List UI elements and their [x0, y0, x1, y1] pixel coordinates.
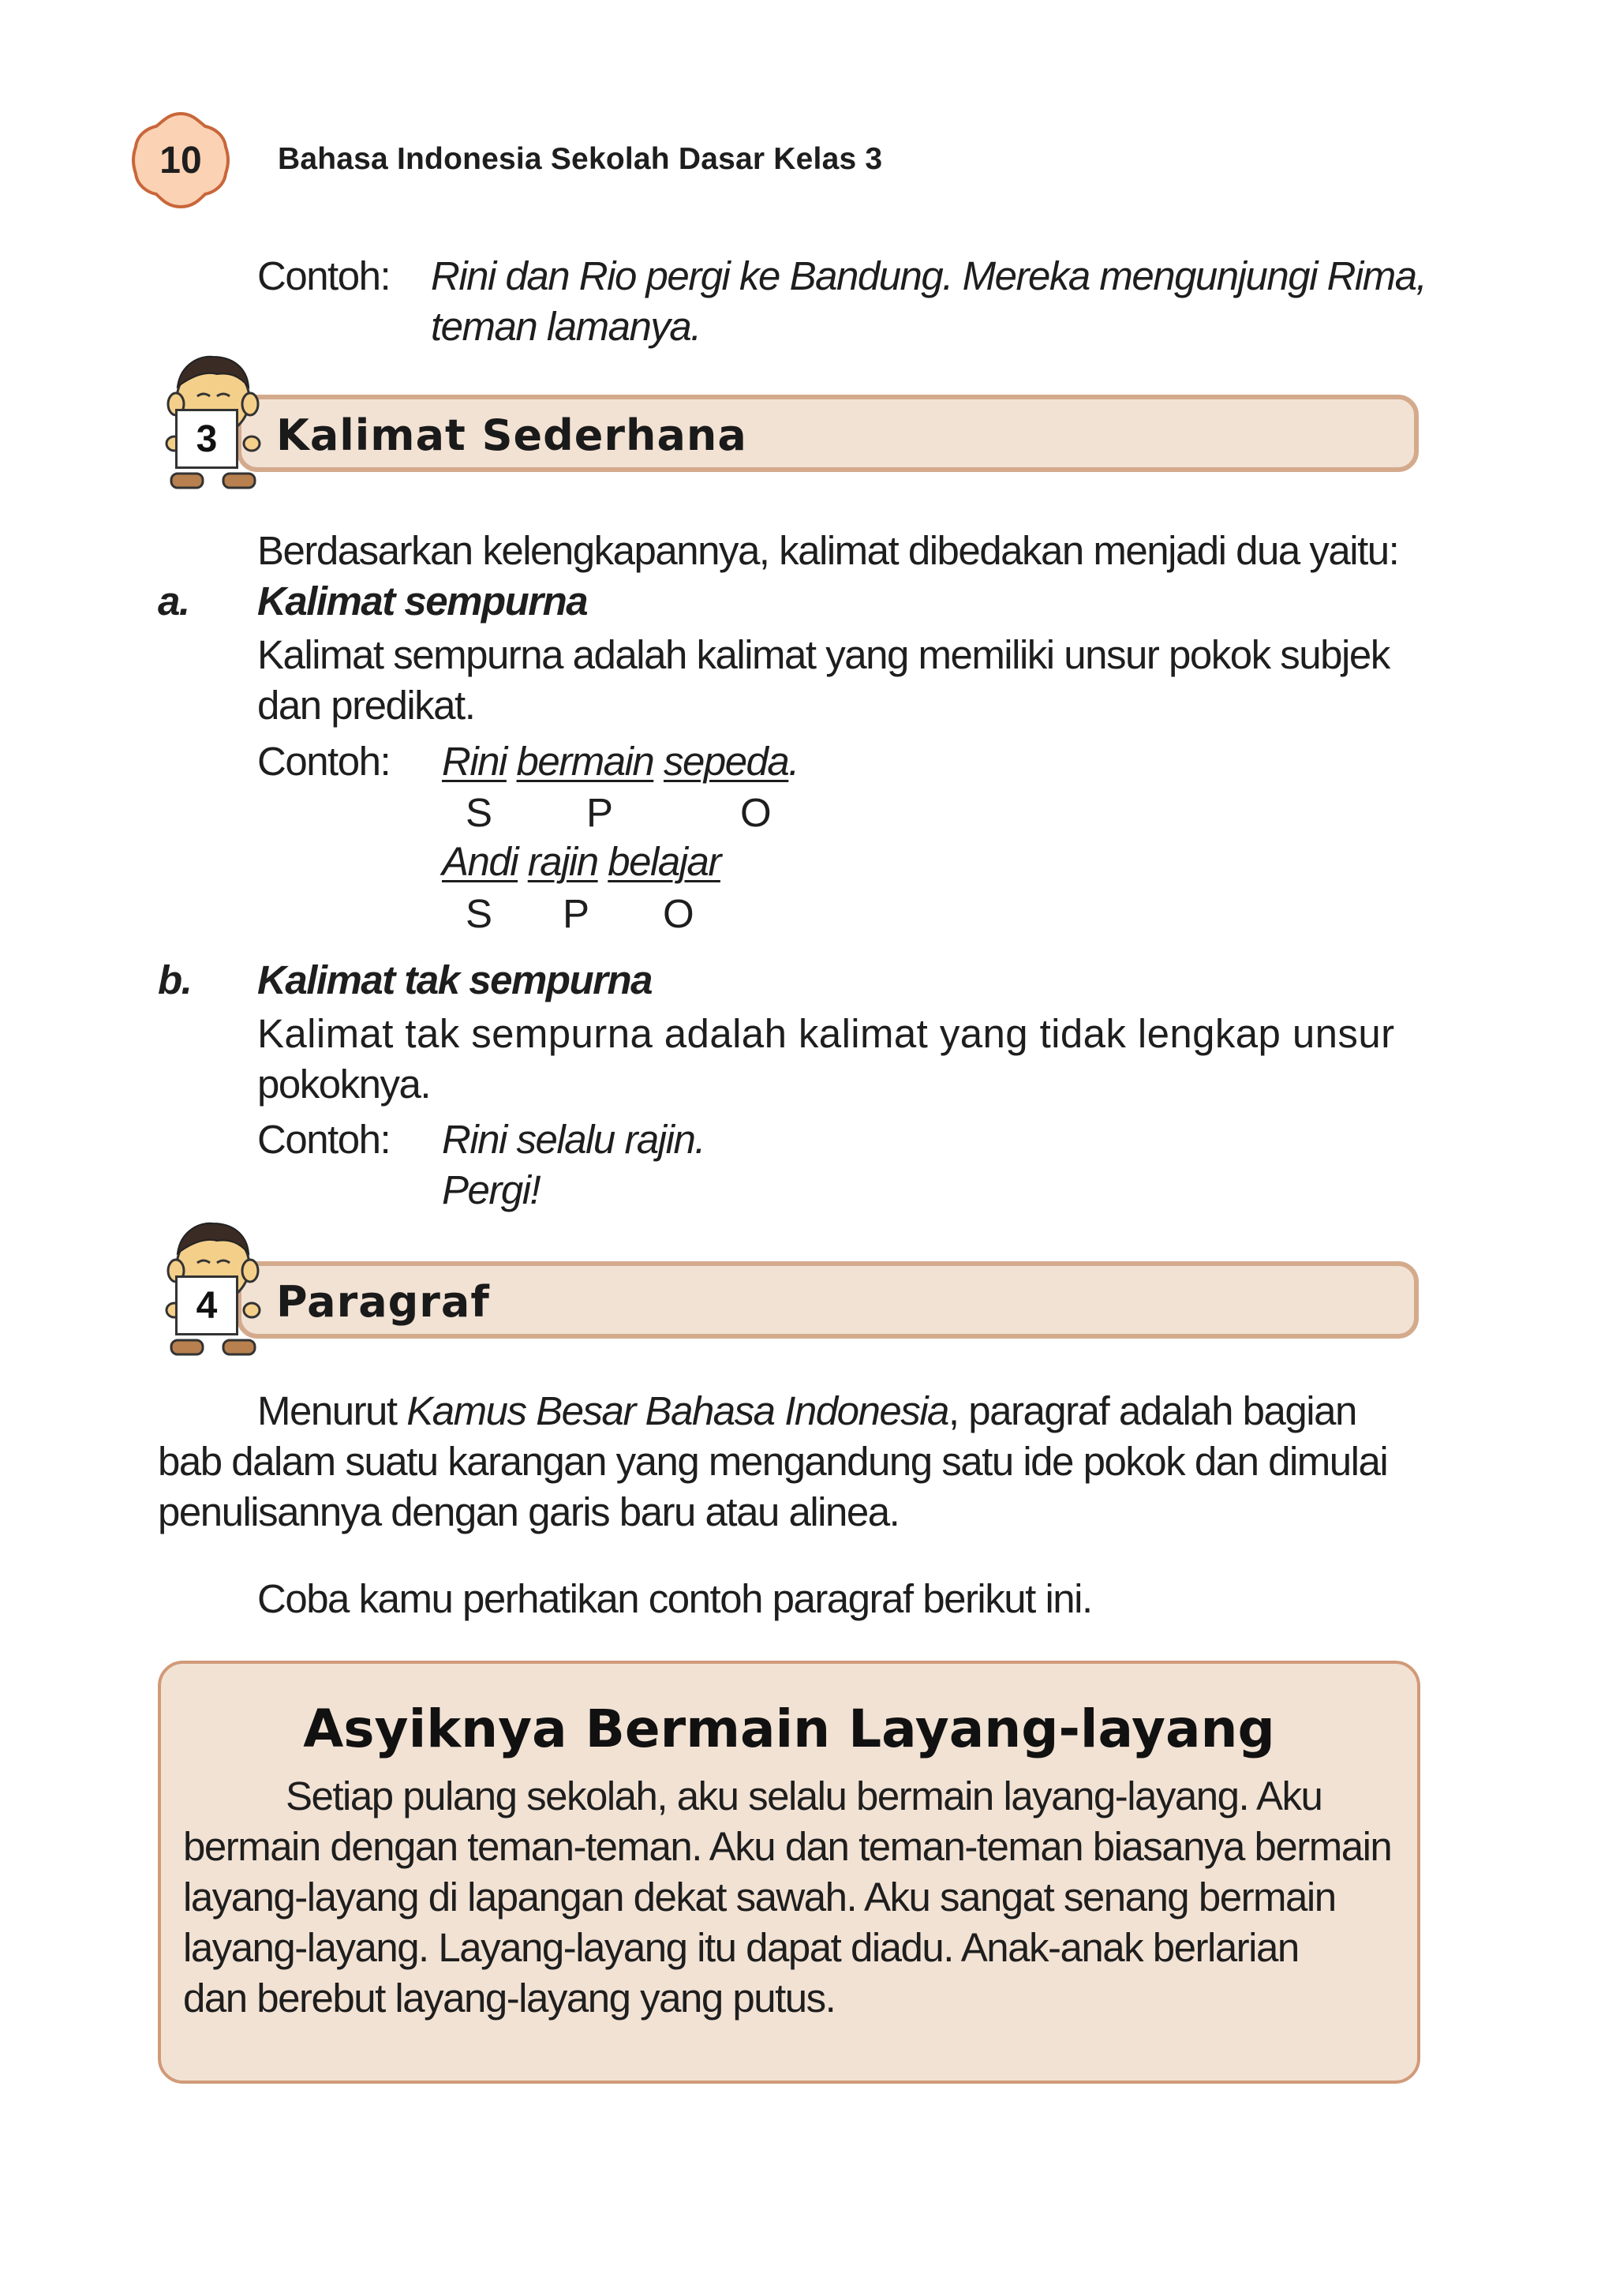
tag-s: S: [466, 891, 492, 936]
section-3-number: 3: [175, 409, 238, 469]
paragraph-2: Coba kamu perhatikan contoh paragraf berikut ini.: [257, 1576, 1092, 1621]
running-head: Bahasa Indonesia Sekolah Dasar Kelas 3: [278, 142, 883, 176]
item-b-example-label: Contoh:: [257, 1117, 391, 1162]
story-line-3: layang-layang di lapangan dekat sawah. Aku sangat senang bermain: [183, 1875, 1336, 1920]
paragraph-1-line2: bab dalam suatu karangan yang mengandung satu ide pokok dan dimulai: [158, 1439, 1388, 1484]
story-line-2: bermain dengan teman-teman. Aku dan teman-teman biasanya bermain: [183, 1824, 1392, 1869]
example-word-predicate: rajin: [527, 839, 598, 884]
story-line-5: dan berebut layang-layang yang putus.: [183, 1976, 836, 2021]
item-a-heading: Kalimat sempurna: [257, 579, 588, 624]
example-period: .: [788, 739, 799, 784]
tag-p: P: [563, 891, 589, 936]
tag-o: O: [663, 891, 694, 936]
paragraph-1-line3: penulisannya dengan garis baru atau alinea.: [158, 1489, 900, 1534]
story-title: Asyiknya Bermain Layang-layang: [303, 1699, 1275, 1759]
item-b-desc-line1: Kalimat tak sempurna adalah kalimat yang tidak lengkap unsur: [257, 1011, 1395, 1056]
item-b-marker: b.: [158, 957, 192, 1002]
dictionary-title: Kamus Besar Bahasa Indonesia: [406, 1388, 948, 1433]
story-line-4: layang-layang. Layang-layang itu dapat diadu. Anak-anak berlarian: [183, 1925, 1299, 1970]
section-3-title: Kalimat Sederhana: [276, 410, 747, 460]
item-b-example-2: Pergi!: [442, 1167, 541, 1212]
example-word-subject: Rini: [442, 739, 507, 784]
paragraph-text: Menurut: [257, 1388, 407, 1433]
item-b-desc-line2: pokoknya.: [257, 1062, 430, 1107]
intro-example-line2: teman lamanya.: [431, 304, 701, 349]
section-4-title: Paragraf: [276, 1277, 490, 1327]
section-4-number: 4: [175, 1275, 238, 1335]
example-word-predicate: bermain: [516, 739, 654, 784]
intro-example-line1: Rini dan Rio pergi ke Bandung. Mereka mengunjungi Rima,: [431, 253, 1427, 298]
example-word-object: sepeda: [663, 739, 789, 784]
item-a-example-2: [442, 837, 720, 887]
story-line-1: Setiap pulang sekolah, aku selalu bermain layang-layang. Aku: [286, 1774, 1322, 1818]
page-number: 10: [159, 139, 202, 182]
example-word-object: belajar: [608, 839, 720, 884]
item-a-desc-line1: Kalimat sempurna adalah kalimat yang memiliki unsur pokok subjek: [257, 632, 1390, 677]
tag-s: S: [466, 790, 492, 835]
item-a-desc-line2: dan predikat.: [257, 683, 475, 728]
item-a-marker: a.: [158, 579, 189, 624]
item-b-heading: Kalimat tak sempurna: [257, 957, 653, 1002]
section-3-intro: Berdasarkan kelengkapannya, kalimat dibedakan menjadi dua yaitu:: [257, 528, 1399, 573]
item-a-example-1: [442, 736, 799, 787]
tag-p: P: [586, 790, 612, 835]
tag-o: O: [740, 790, 771, 835]
intro-example-label: Contoh:: [257, 253, 391, 298]
example-word-subject: Andi: [442, 839, 518, 884]
item-a-example-label: Contoh:: [257, 739, 391, 784]
paragraph-text: , paragraf adalah bagian: [948, 1388, 1356, 1433]
paragraph-1-line1: [257, 1386, 1356, 1436]
item-b-example-1: Rini selalu rajin.: [442, 1117, 705, 1162]
